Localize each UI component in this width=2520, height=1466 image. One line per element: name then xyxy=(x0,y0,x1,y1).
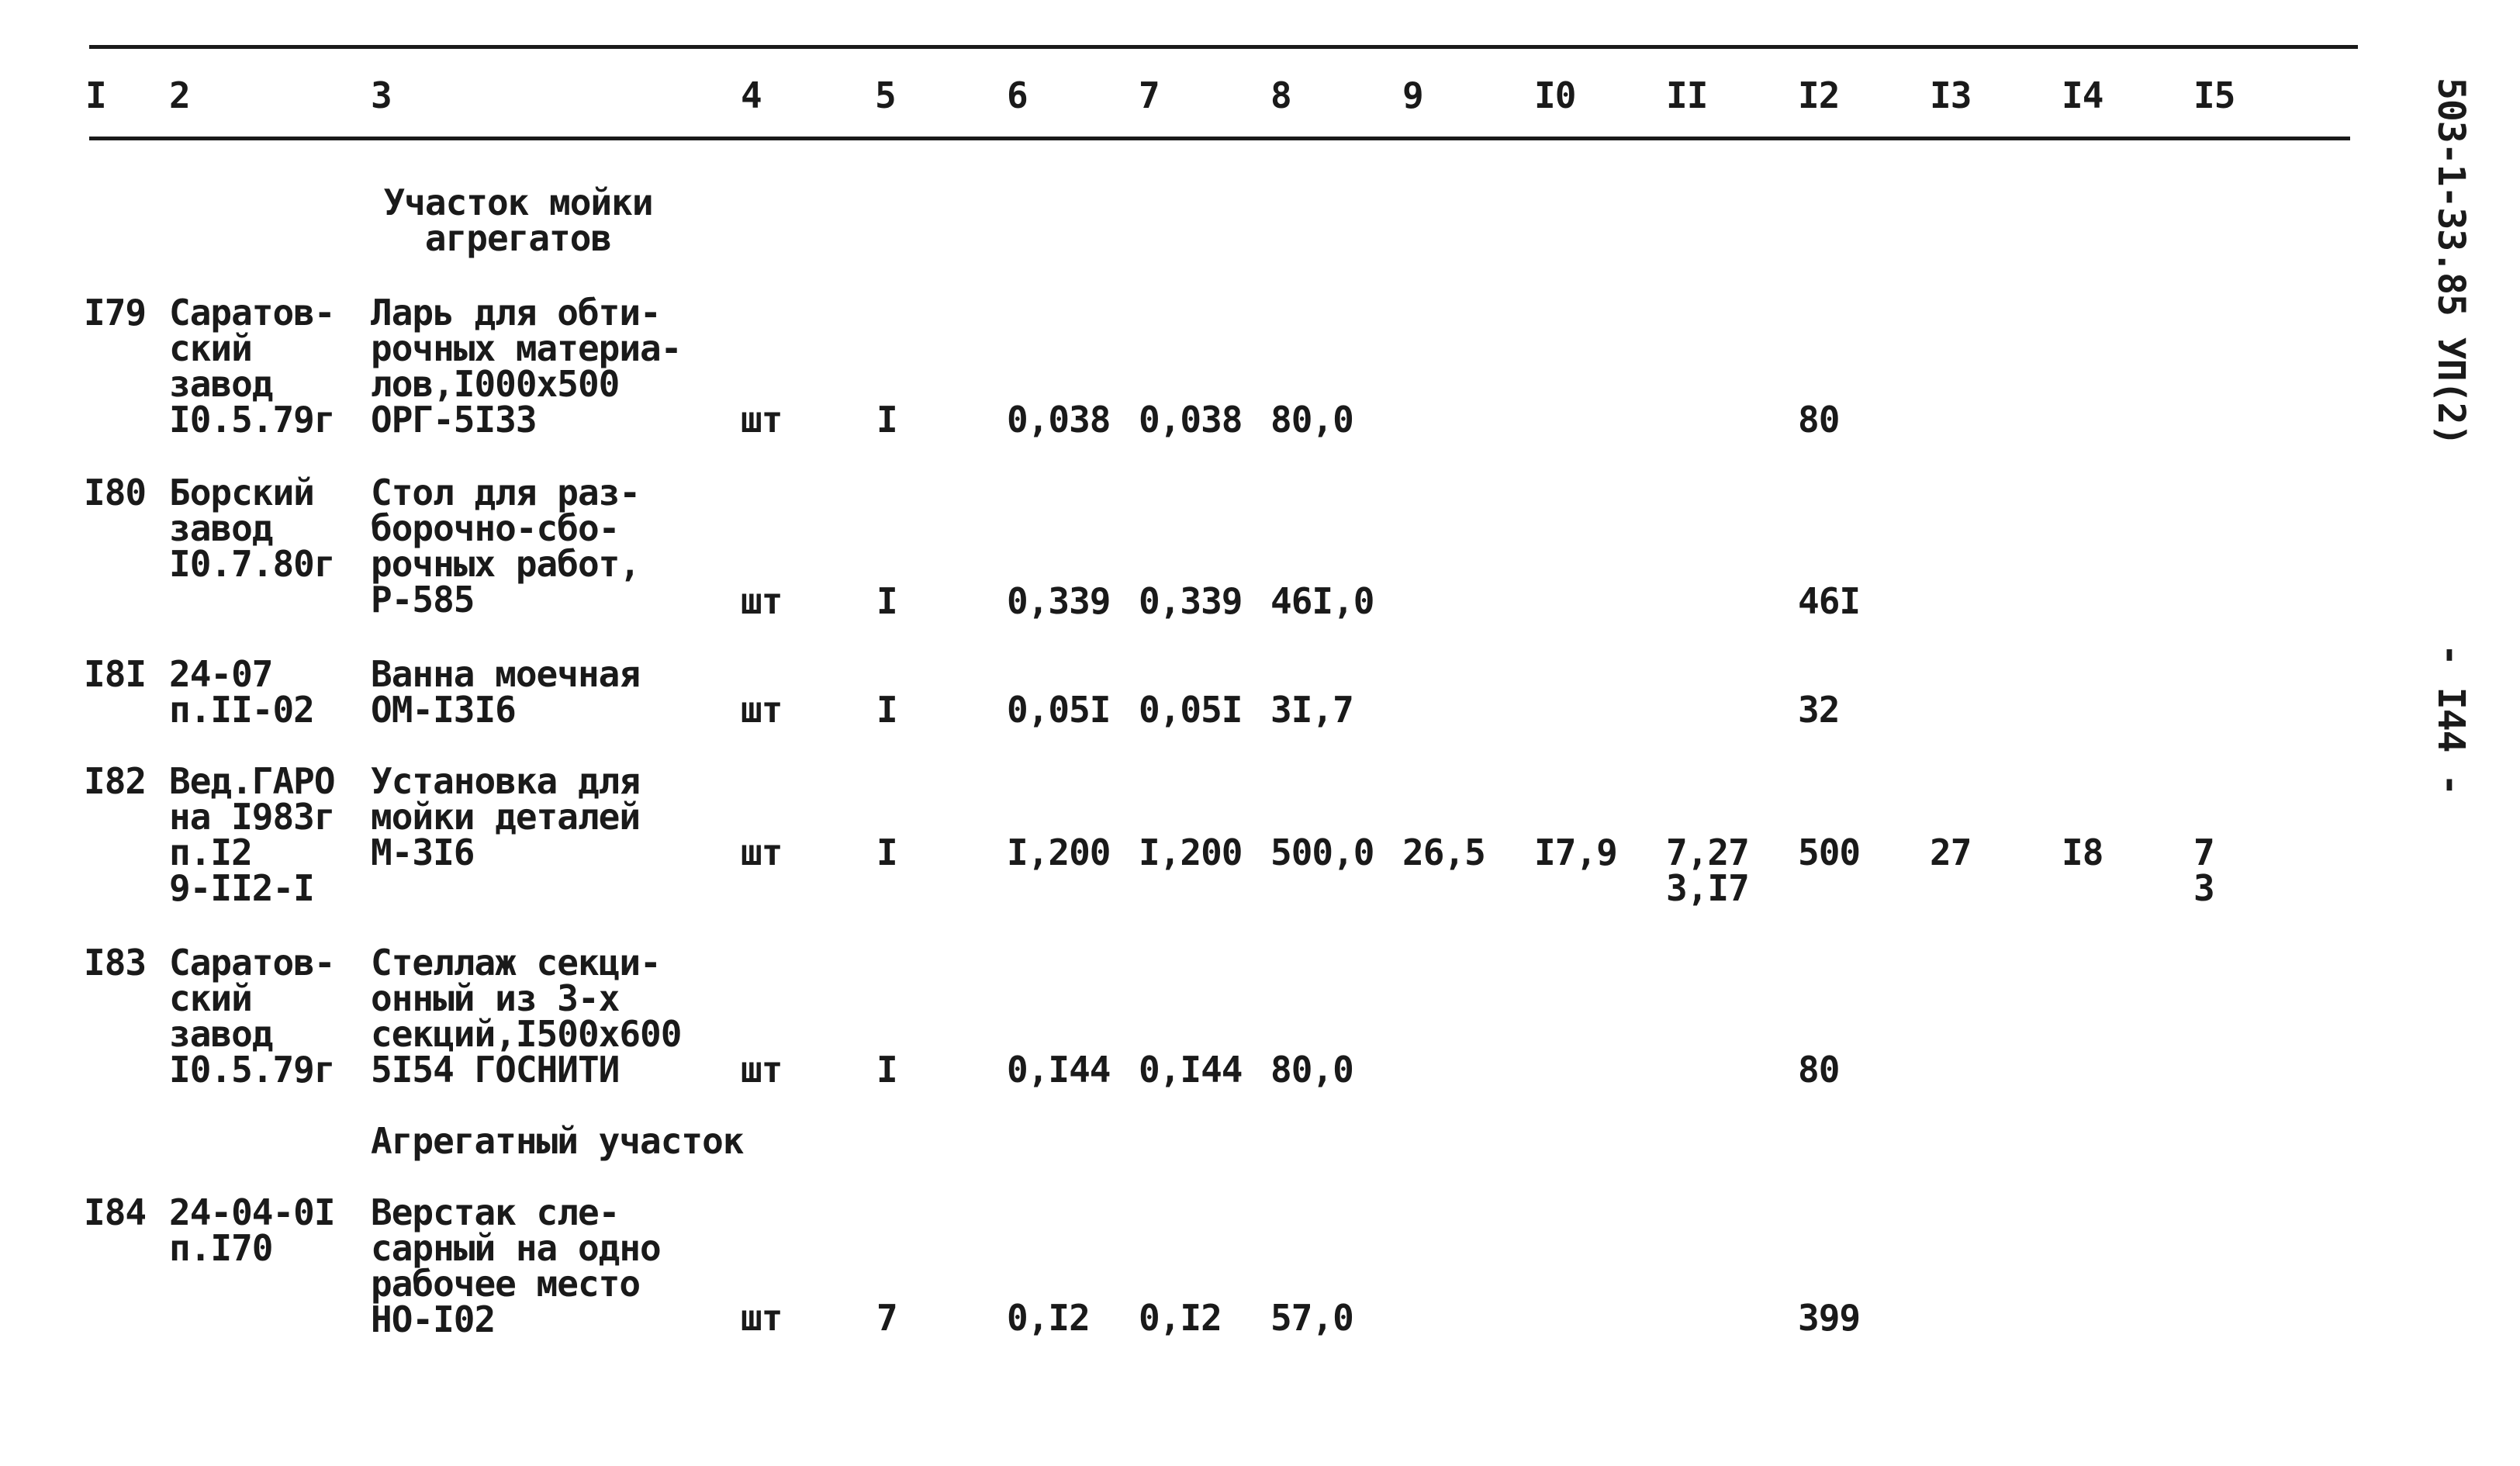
row-col7: 0,339 xyxy=(1139,580,1243,622)
row-col8: 80,0 xyxy=(1270,1049,1353,1091)
row-col8: 500,0 xyxy=(1270,832,1374,873)
header-col-6: 6 xyxy=(1007,74,1028,116)
row-number: I8I xyxy=(84,653,147,695)
row-col10: I7,9 xyxy=(1534,832,1617,873)
row-qty: I xyxy=(876,689,897,731)
row-col12: 500 xyxy=(1798,832,1861,873)
row-qty: I xyxy=(876,832,897,873)
row-col7: 0,I2 xyxy=(1139,1297,1222,1339)
row-source: Саратов- ский завод I0.5.79г xyxy=(169,292,335,441)
header-rule xyxy=(89,137,2350,140)
top-rule xyxy=(89,45,2358,49)
row-name: Верстак сле- сарный на одно рабочее место НО-I02 xyxy=(371,1191,661,1340)
page-number: - I44 - xyxy=(2429,644,2473,796)
header-col-1: I xyxy=(85,74,106,116)
header-col-2: 2 xyxy=(169,74,190,116)
document-code: 503-1-33.85 УП(2) xyxy=(2429,78,2473,446)
header-col-10: I0 xyxy=(1534,74,1576,116)
row-unit: шт xyxy=(741,689,783,731)
row-unit: шт xyxy=(741,1297,783,1339)
row-col8: 3I,7 xyxy=(1270,689,1353,731)
row-col7: 0,I44 xyxy=(1139,1049,1243,1091)
row-col12: 80 xyxy=(1798,1049,1840,1091)
header-col-3: 3 xyxy=(371,74,392,116)
row-name: Стол для раз- борочно-сбо- рочных работ, Р-585 xyxy=(371,472,641,621)
row-col6: I,200 xyxy=(1007,832,1111,873)
section-title: Агрегатный участок xyxy=(371,1120,744,1162)
row-col7: I,200 xyxy=(1139,832,1243,873)
header-col-15: I5 xyxy=(2193,74,2235,116)
header-col-4: 4 xyxy=(741,74,762,116)
row-number: I84 xyxy=(84,1191,147,1233)
row-col6: 0,I2 xyxy=(1007,1297,1090,1339)
row-col7: 0,038 xyxy=(1139,399,1243,441)
row-col12: 399 xyxy=(1798,1297,1861,1339)
row-name: Стеллаж секци- онный из 3-х секций,I500х600 5I54 ГОСНИТИ xyxy=(371,942,682,1091)
header-col-11: II xyxy=(1666,74,1708,116)
row-col8: 57,0 xyxy=(1270,1297,1353,1339)
section-title: Участок мойки агрегатов xyxy=(383,182,653,259)
row-col6: 0,038 xyxy=(1007,399,1111,441)
header-col-12: I2 xyxy=(1798,74,1840,116)
row-qty: I xyxy=(876,580,897,622)
row-col9: 26,5 xyxy=(1402,832,1485,873)
row-col11: 7,27 3,I7 xyxy=(1666,832,1749,909)
row-source: Борский завод I0.7.80г xyxy=(169,472,335,585)
row-col7: 0,05I xyxy=(1139,689,1243,731)
header-col-8: 8 xyxy=(1270,74,1291,116)
row-col15: 7 3 xyxy=(2193,832,2214,909)
row-unit: шт xyxy=(741,399,783,441)
row-unit: шт xyxy=(741,1049,783,1091)
row-col12: 32 xyxy=(1798,689,1840,731)
header-col-14: I4 xyxy=(2062,74,2103,116)
row-number: I80 xyxy=(84,472,147,513)
row-qty: I xyxy=(876,1049,897,1091)
row-col6: 0,339 xyxy=(1007,580,1111,622)
row-col6: 0,05I xyxy=(1007,689,1111,731)
row-source: Вед.ГАРО на I983г п.I2 9-II2-I xyxy=(169,760,335,909)
row-number: I82 xyxy=(84,760,147,802)
row-number: I83 xyxy=(84,942,147,984)
row-col6: 0,I44 xyxy=(1007,1049,1111,1091)
row-source: 24-04-0I п.I70 xyxy=(169,1191,335,1269)
header-col-9: 9 xyxy=(1402,74,1423,116)
row-col13: 27 xyxy=(1930,832,1972,873)
row-col12: 80 xyxy=(1798,399,1840,441)
row-source: Саратов- ский завод I0.5.79г xyxy=(169,942,335,1091)
row-col12: 46I xyxy=(1798,580,1861,622)
row-qty: 7 xyxy=(876,1297,897,1339)
row-col8: 80,0 xyxy=(1270,399,1353,441)
row-name: Ванна моечная ОМ-I3I6 xyxy=(371,653,641,731)
header-col-5: 5 xyxy=(875,74,896,116)
row-number: I79 xyxy=(84,292,147,334)
header-col-13: I3 xyxy=(1930,74,1972,116)
row-col14: I8 xyxy=(2062,832,2103,873)
header-col-7: 7 xyxy=(1139,74,1160,116)
row-name: Установка для мойки деталей М-3I6 xyxy=(371,760,641,873)
row-unit: шт xyxy=(741,580,783,622)
row-qty: I xyxy=(876,399,897,441)
row-col8: 46I,0 xyxy=(1270,580,1374,622)
row-name: Ларь для обти- рочных материа- лов,I000х500 ОРГ-5I33 xyxy=(371,292,682,441)
row-unit: шт xyxy=(741,832,783,873)
row-source: 24-07 п.II-02 xyxy=(169,653,314,731)
